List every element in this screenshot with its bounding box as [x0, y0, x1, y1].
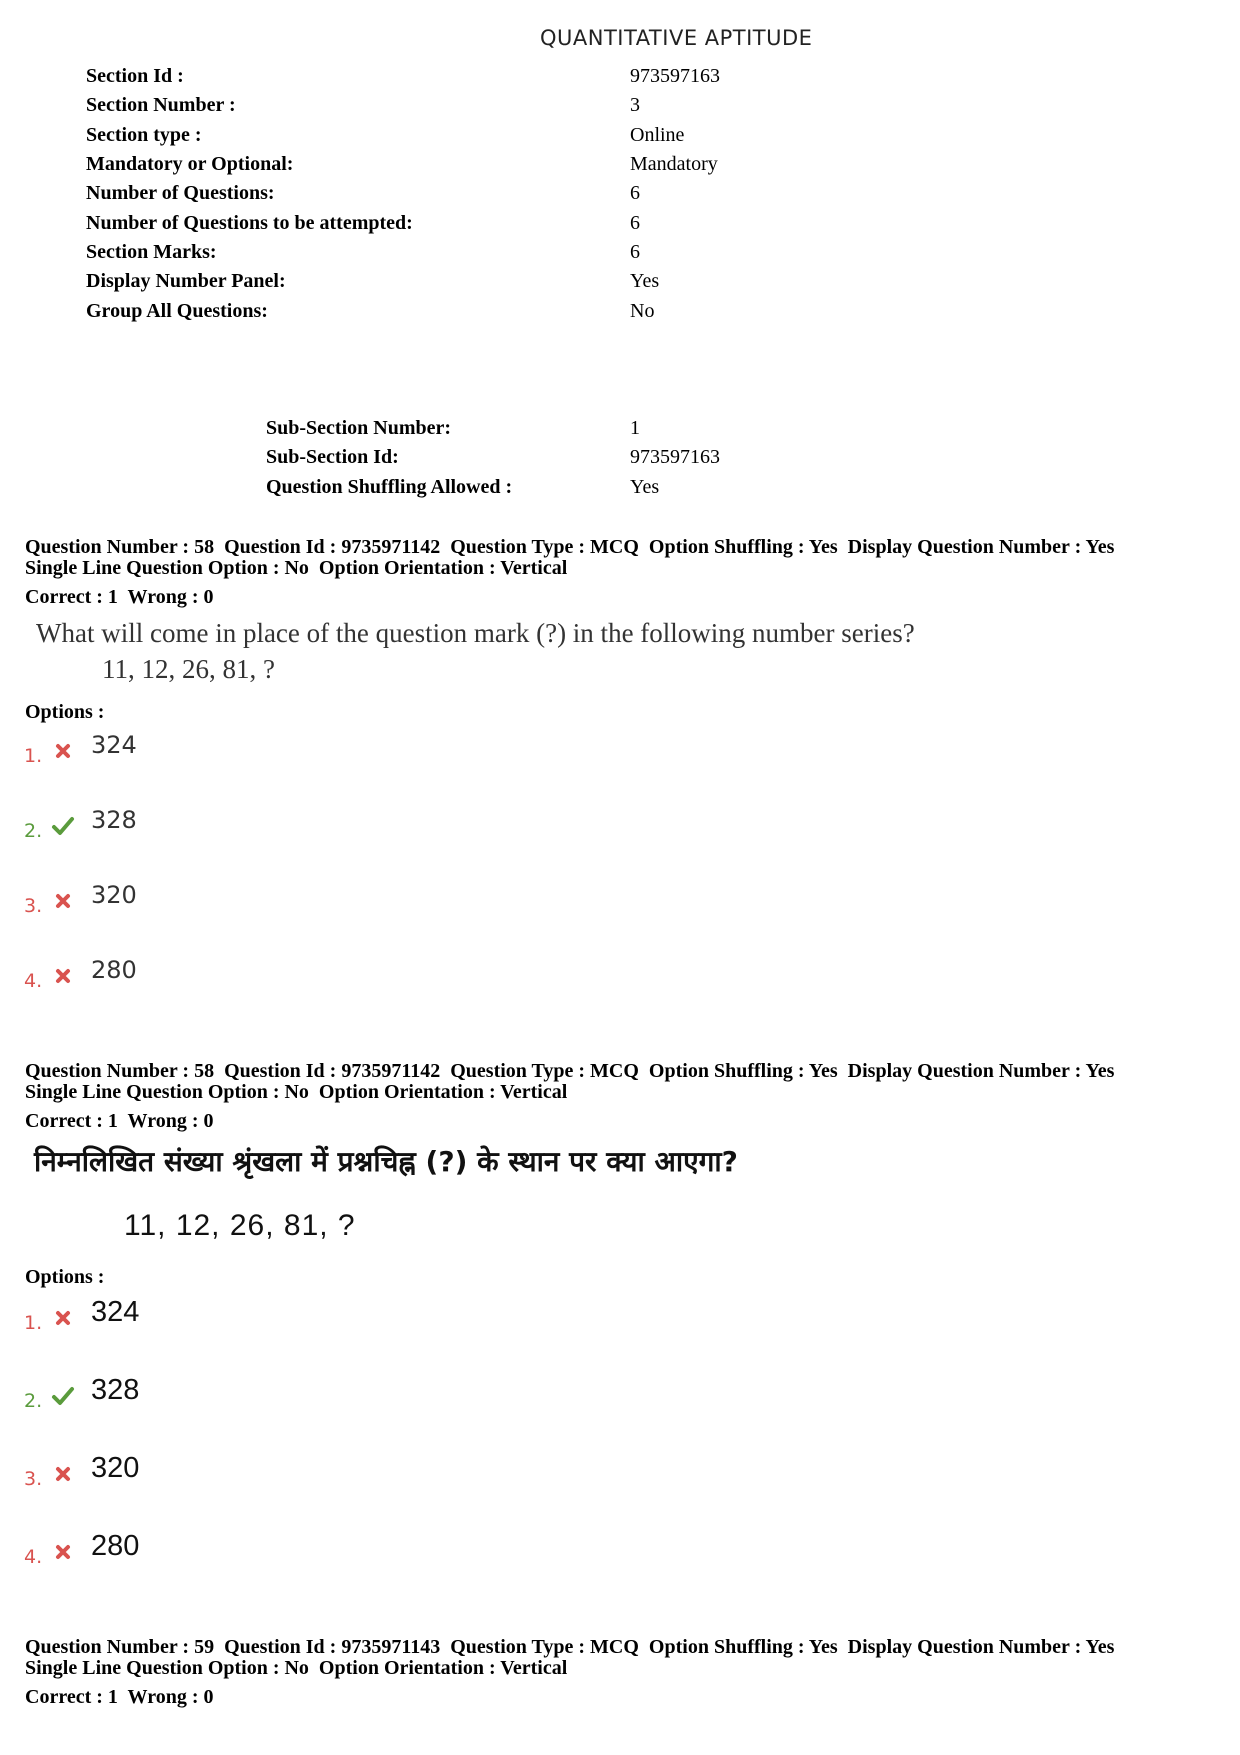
- option-number: 3.: [24, 895, 43, 917]
- question-meta-line2: Single Line Question Option : No Option Orientation : Vertical: [25, 1657, 568, 1679]
- question-meta-line2: Single Line Question Option : No Option Orientation : Vertical: [25, 557, 568, 579]
- info-row: [86, 179, 720, 208]
- question-text: निम्नलिखित संख्या श्रृंखला में प्रश्नचिह्न (?) के स्थान पर क्या आएगा?: [34, 1145, 738, 1178]
- option-value: 324: [91, 731, 137, 759]
- info-label: Section type :: [86, 123, 202, 146]
- info-value: 3: [630, 94, 640, 117]
- question-meta: [25, 1061, 1114, 1132]
- info-label: Mandatory or Optional:: [86, 153, 294, 176]
- question-marks: Correct : 1 Wrong : 0: [25, 586, 214, 608]
- info-value: 973597163: [630, 65, 720, 88]
- cross-icon: [51, 739, 75, 763]
- question-meta-line2: Single Line Question Option : No Option Orientation : Vertical: [25, 1081, 568, 1103]
- section-info-table: [86, 62, 720, 326]
- info-label: Section Id :: [86, 65, 184, 88]
- question-marks: Correct : 1 Wrong : 0: [25, 1686, 214, 1708]
- subsection-row: [266, 414, 720, 443]
- subsection-value: 1: [630, 417, 640, 440]
- info-label: Section Marks:: [86, 240, 217, 263]
- cross-icon: [51, 889, 75, 913]
- subsection-row: [266, 443, 720, 472]
- subsection-label: Question Shuffling Allowed :: [266, 475, 513, 498]
- info-row: [86, 150, 720, 179]
- question-meta: [25, 537, 1114, 608]
- subsection-value: Yes: [630, 475, 660, 498]
- option-value: 280: [91, 956, 137, 984]
- option-number: 1.: [24, 1312, 43, 1334]
- info-label: Section Number :: [86, 94, 236, 117]
- cross-icon: [51, 1306, 75, 1330]
- question-meta: [25, 1637, 1114, 1708]
- info-label: Number of Questions:: [86, 182, 275, 205]
- cross-icon: [51, 964, 75, 988]
- question-series: 11, 12, 26, 81, ?: [102, 654, 275, 684]
- cross-icon: [51, 1540, 75, 1564]
- info-row: [86, 238, 720, 267]
- subsection-label: Sub-Section Number:: [266, 417, 452, 440]
- info-label: Number of Questions to be attempted:: [86, 211, 413, 234]
- info-value: No: [630, 299, 655, 322]
- question-meta-line1: Question Number : 59 Question Id : 9735971143 Question Type : MCQ Option Shuffling : Yes Display Question Number : Yes: [25, 1636, 1115, 1658]
- option-number: 3.: [24, 1468, 43, 1490]
- info-row: [86, 62, 720, 91]
- question-meta-line1: Question Number : 58 Question Id : 9735971142 Question Type : MCQ Option Shuffling : Yes Display Question Number : Yes: [25, 1060, 1115, 1082]
- info-value: Yes: [630, 270, 660, 293]
- option-number: 2.: [24, 1390, 43, 1412]
- option-value: 320: [91, 1452, 140, 1484]
- info-value: Mandatory: [630, 153, 718, 176]
- question-marks: Correct : 1 Wrong : 0: [25, 1110, 214, 1132]
- option-number: 2.: [24, 820, 43, 842]
- option-value: 324: [91, 1296, 140, 1328]
- option-number: 1.: [24, 745, 43, 767]
- info-row: [86, 121, 720, 150]
- subsection-info-table: [266, 414, 720, 502]
- option-value: 328: [91, 1374, 140, 1406]
- question-series: 11, 12, 26, 81, ?: [124, 1209, 356, 1242]
- section-title: QUANTITATIVE APTITUDE: [540, 26, 813, 50]
- cross-icon: [51, 1462, 75, 1486]
- info-value: 6: [630, 240, 640, 263]
- info-row: [86, 267, 720, 296]
- subsection-row: [266, 473, 720, 502]
- subsection-value: 973597163: [630, 446, 720, 469]
- info-row: [86, 91, 720, 120]
- checkmark-icon: [51, 1384, 75, 1408]
- subsection-label: Sub-Section Id:: [266, 446, 399, 469]
- checkmark-icon: [51, 814, 75, 838]
- info-value: 6: [630, 182, 640, 205]
- info-row: [86, 208, 720, 237]
- question-meta-line1: Question Number : 58 Question Id : 9735971142 Question Type : MCQ Option Shuffling : Yes Display Question Number : Yes: [25, 536, 1115, 558]
- info-value: 6: [630, 211, 640, 234]
- info-label: Display Number Panel:: [86, 270, 286, 293]
- options-label: Options :: [25, 1266, 105, 1288]
- info-row: [86, 296, 720, 325]
- option-value: 280: [91, 1530, 140, 1562]
- option-value: 328: [91, 806, 137, 834]
- info-label: Group All Questions:: [86, 299, 268, 322]
- question-text: What will come in place of the question mark (?) in the following number series?: [36, 618, 915, 648]
- option-value: 320: [91, 881, 137, 909]
- info-value: Online: [630, 123, 685, 146]
- option-number: 4.: [24, 1546, 43, 1568]
- options-label: Options :: [25, 701, 105, 723]
- option-number: 4.: [24, 970, 43, 992]
